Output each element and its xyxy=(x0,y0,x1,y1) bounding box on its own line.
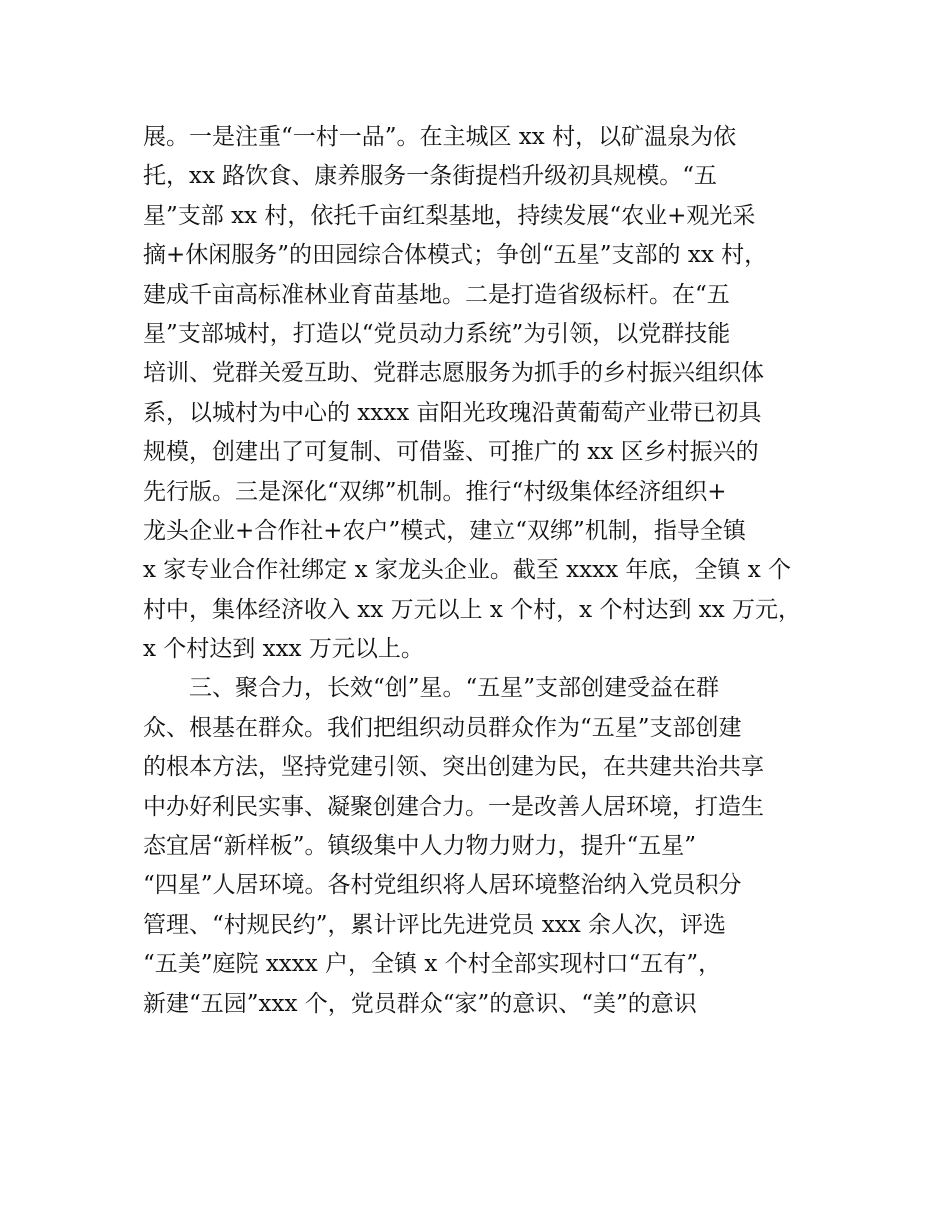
text-line: 中办好利民实事、凝聚创建合力。一是改善人居环境，打造生 xyxy=(143,793,764,820)
paragraph-heading-line: 三、聚合力，长效“创”星。“五星”支部创建受益在群 xyxy=(189,675,720,702)
text-line: 村中，集体经济收入 xx 万元以上 x 个村，x 个村达到 xx 万元， xyxy=(143,596,802,623)
text-line: 态宜居“新样板”。镇级集中人力物力财力，提升“五星” xyxy=(143,833,697,860)
text-line: x 个村达到 xxx 万元以上。 xyxy=(143,636,424,663)
text-line: 的根本方法，坚持党建引领、突出创建为民，在共建共治共享 xyxy=(143,754,764,781)
text-line: “四星”人居环境。各村党组织将人居环境整治纳入党员积分 xyxy=(143,872,742,899)
text-line: x 家专业合作社绑定 x 家龙头企业。截至 xxxx 年底，全镇 x 个 xyxy=(143,557,791,584)
text-line: 星”支部 xx 村，依托千亩红梨基地，持续发展“农业+观光采 xyxy=(143,202,756,229)
text-line: 托，xx 路饮食、康养服务一条街提档升级初具规模。“五 xyxy=(143,163,718,190)
text-line: 先行版。三是深化“双绑”机制。推行“村级集体经济组织+ xyxy=(143,478,727,505)
text-line: 系，以城村为中心的 xxxx 亩阳光玫瑰沿黄葡萄产业带已初具 xyxy=(143,399,762,426)
text-line: 展。一是注重“一村一品”。在主城区 xx 村，以矿温泉为依 xyxy=(143,124,737,150)
text-line: 培训、党群关爱互助、党群志愿服务为抓手的乡村振兴组织体 xyxy=(143,360,764,387)
text-line: 龙头企业+合作社+农户”模式，建立“双绑”机制，指导全镇 xyxy=(143,517,746,544)
text-line: “五美”庭院 xxxx 户，全镇 x 个村全部实现村口“五有”， xyxy=(143,951,722,978)
text-line: 摘+休闲服务”的田园综合体模式；争创“五星”支部的 xx 村， xyxy=(143,242,768,269)
text-line: 规模，创建出了可复制、可借鉴、可推广的 xx 区乡村振兴的 xyxy=(143,439,759,466)
text-line: 星”支部城村，打造以“党员动力系统”为引领，以党群技能 xyxy=(143,320,731,347)
body-text xyxy=(143,118,833,1024)
text-line: 众、根基在群众。我们把组织动员群众作为“五星”支部创建 xyxy=(143,714,742,741)
text-line: 新建“五园”xxx 个，党员群众“家”的意识、“美”的意识 xyxy=(143,990,697,1017)
text-line: 建成千亩高标准林业育苗基地。二是打造省级标杆。在“五 xyxy=(143,281,730,308)
text-line: 管理、“村规民约”，累计评比先进党员 xxx 余人次，评选 xyxy=(143,911,727,938)
